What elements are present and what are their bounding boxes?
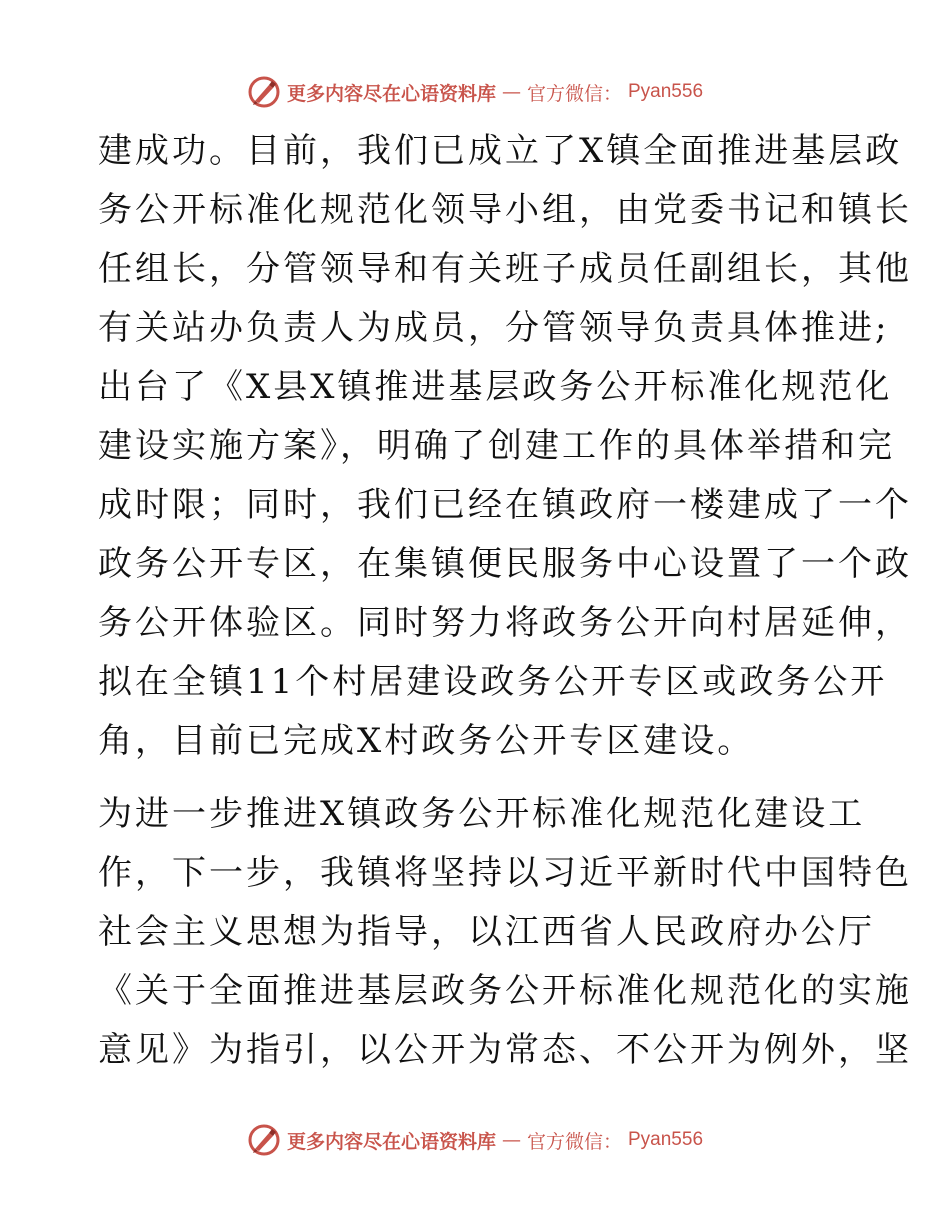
text-line: 拟在全镇11个村居建设政务公开专区或政务公开 xyxy=(98,662,888,702)
paragraph-2 xyxy=(98,785,912,1080)
watermark-brand-text: 更多内容尽在心语资料库 xyxy=(286,82,496,105)
text-line: 务公开标准化规范化领导小组，由党委书记和镇长 xyxy=(98,190,912,230)
text-line: 社会主义思想为指导，以江西省人民政府办公厅 xyxy=(98,912,875,952)
watermark-brand-text: 更多内容尽在心语资料库 xyxy=(286,1130,496,1153)
text-line: 成时限；同时，我们已经在镇政府一楼建成了一个 xyxy=(98,485,912,525)
watermark-wechat-id: Pyan556 xyxy=(628,1129,704,1150)
text-line: 《关于全面推进基层政务公开标准化规范化的实施 xyxy=(98,971,912,1011)
watermark-wechat-label: 官方微信： xyxy=(526,1130,622,1153)
text-line: 建成功。目前，我们已成立了X镇全面推进基层政 xyxy=(98,131,903,171)
text-line: 有关站办负责人为成员，分管领导负责具体推进; xyxy=(98,308,890,348)
pen-logo-icon xyxy=(247,1123,281,1157)
paragraph-1 xyxy=(98,122,912,771)
watermark-wechat-label: 官方微信： xyxy=(526,82,622,105)
footer-watermark xyxy=(0,1120,950,1160)
watermark-dash: — xyxy=(501,1129,521,1151)
text-line: 角，目前已完成X村政务公开专区建设。 xyxy=(98,721,755,761)
text-line: 务公开体验区。同时努力将政务公开向村居延伸， xyxy=(98,603,912,643)
watermark-dash: — xyxy=(501,81,521,103)
text-line: 意见》为指引，以公开为常态、不公开为例外，坚 xyxy=(98,1030,912,1070)
text-line: 政务公开专区，在集镇便民服务中心设置了一个政 xyxy=(98,544,912,584)
text-line: 建设实施方案》，明确了创建工作的具体举措和完 xyxy=(98,426,895,466)
watermark-wechat-id: Pyan556 xyxy=(628,81,704,102)
pen-logo-icon xyxy=(247,75,281,109)
header-watermark xyxy=(0,72,950,112)
text-line: 出台了《X县X镇推进基层政务公开标准化规范化 xyxy=(98,367,893,407)
document-body xyxy=(98,122,912,1080)
text-line: 作，下一步，我镇将坚持以习近平新时代中国特色 xyxy=(98,853,912,893)
text-line: 任组长，分管领导和有关班子成员任副组长，其他 xyxy=(98,249,912,289)
text-line: 为进一步推进X镇政务公开标准化规范化建设工 xyxy=(98,794,866,834)
